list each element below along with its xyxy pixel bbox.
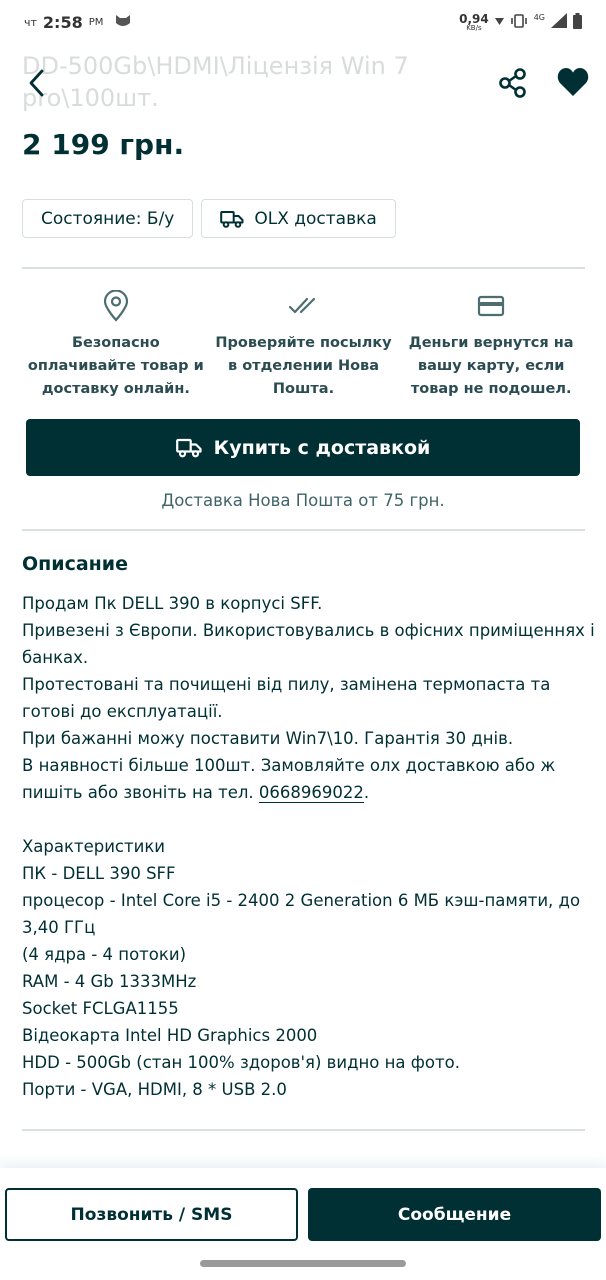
feature-text: Проверяйте посылку в отделении Нова Пошта. bbox=[215, 335, 392, 397]
description-line: Socket FCLGA1155 bbox=[22, 999, 179, 1018]
status-ampm: PM bbox=[88, 16, 104, 28]
feature-check-parcel bbox=[210, 288, 398, 401]
feature-refund bbox=[397, 288, 585, 401]
status-day: чт bbox=[24, 15, 37, 29]
double-check-icon bbox=[288, 288, 320, 324]
credit-card-icon bbox=[477, 288, 505, 324]
vibrate-icon bbox=[510, 14, 528, 31]
description-line: В наявності більше 100шт. Замовляйте олх доставкою або ж bbox=[22, 756, 556, 775]
description-line: Привезені з Європи. Використовувались в офісних приміщеннях і bbox=[22, 621, 595, 640]
divider bbox=[22, 1129, 585, 1131]
divider bbox=[22, 529, 585, 531]
feature-safe-payment bbox=[22, 288, 210, 401]
truck-icon bbox=[176, 438, 202, 458]
description-line: Протестовані та почищені від пилу, замінена термопаста та bbox=[22, 675, 551, 694]
price: 2 199 грн. bbox=[22, 128, 185, 161]
description-title: Описание bbox=[22, 553, 129, 575]
feature-text: Безопасно оплачивайте товар и доставку онлайн. bbox=[27, 335, 204, 397]
description-line: RAM - 4 Gb 1333MHz bbox=[22, 972, 197, 991]
heart-icon bbox=[556, 66, 590, 98]
description-line-phone: пишіть або звоніть на тел. 0668969022. bbox=[22, 783, 370, 802]
condition-tag bbox=[22, 199, 193, 238]
back-arrow-icon bbox=[26, 68, 48, 98]
share-icon bbox=[496, 66, 530, 100]
home-indicator[interactable] bbox=[200, 1260, 406, 1267]
message-button[interactable] bbox=[308, 1188, 601, 1241]
description-line bbox=[22, 806, 582, 833]
call-sms-button-label: Позвонить / SMS bbox=[70, 1204, 233, 1225]
description-line: (4 ядра - 4 потоки) bbox=[22, 945, 187, 964]
wifi-down-icon bbox=[495, 15, 504, 29]
feature-text: Деньги вернутся на вашу карту, если товар не подошел. bbox=[408, 335, 574, 397]
condition-tag-label: Состояние: Б/у bbox=[41, 208, 175, 229]
truck-icon bbox=[220, 210, 244, 228]
net-speed: 0,94 KB/s bbox=[459, 11, 489, 32]
status-time: 2:58 bbox=[42, 12, 83, 32]
signal-icon bbox=[551, 13, 567, 31]
description-line: ПК - DELL 390 SFF bbox=[22, 864, 176, 883]
description-body bbox=[22, 590, 595, 1103]
olx-delivery-tag-label: OLX доставка bbox=[254, 208, 377, 229]
battery-icon bbox=[573, 13, 582, 32]
description-line: Характеристики bbox=[22, 837, 166, 856]
buy-with-delivery-button[interactable] bbox=[26, 419, 580, 476]
delivery-features bbox=[22, 288, 585, 401]
back-button[interactable] bbox=[20, 66, 54, 100]
description-line: банках. bbox=[22, 648, 89, 667]
description-line: 3,40 ГГц bbox=[22, 918, 96, 937]
tag-list bbox=[22, 199, 396, 238]
description-line: Відеокарта Intel HD Graphics 2000 bbox=[22, 1026, 318, 1045]
network-type: 4G bbox=[533, 12, 545, 22]
description-line: процесор - Intel Core i5 - 2400 2 Generation 6 МБ кэш-памяти, до bbox=[22, 891, 581, 910]
olx-delivery-tag bbox=[201, 199, 395, 238]
header bbox=[0, 44, 606, 124]
cat-icon bbox=[115, 14, 131, 31]
description-line: HDD - 500Gb (стан 100% здоров'я) видно на фото. bbox=[22, 1053, 460, 1072]
message-button-label: Сообщение bbox=[397, 1204, 512, 1225]
description-line: При бажанні можу поставити Win7\10. Гарантія 30 днів. bbox=[22, 729, 514, 748]
description-line: Продам Пк DELL 390 в корпусі SFF. bbox=[22, 594, 323, 613]
share-button[interactable] bbox=[496, 66, 530, 100]
description-line: готові до експлуатації. bbox=[22, 702, 223, 721]
buy-button-label: Купить с доставкой bbox=[213, 436, 431, 459]
delivery-price-note: Доставка Нова Пошта от 75 грн. bbox=[161, 491, 445, 510]
divider bbox=[22, 267, 585, 269]
location-pin-icon bbox=[103, 288, 129, 324]
call-sms-button[interactable] bbox=[5, 1188, 298, 1241]
ghost-title: DD-500Gb\HDMI\Ліцензія Win 7 pro\100шт. bbox=[22, 52, 409, 112]
favorite-button[interactable] bbox=[556, 66, 594, 100]
phone-link[interactable]: 0668969022 bbox=[258, 783, 364, 802]
status-bar bbox=[0, 0, 606, 44]
description-line: Порти - VGA, HDMI, 8 * USB 2.0 bbox=[22, 1080, 287, 1099]
